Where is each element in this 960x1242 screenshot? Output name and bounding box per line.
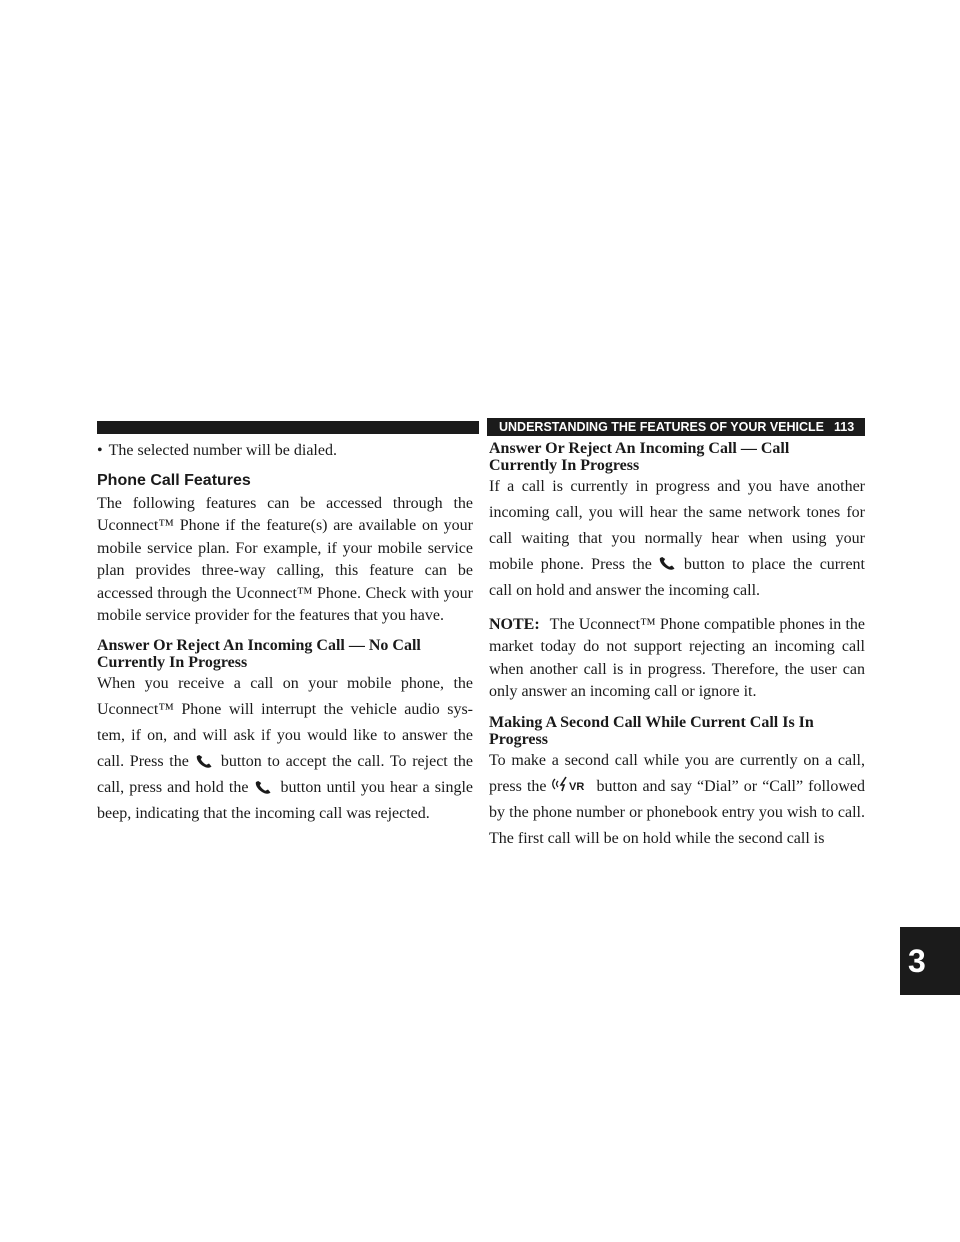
- right-column: [489, 440, 865, 852]
- running-header: [487, 418, 865, 436]
- section-title: UNDERSTANDING THE FEATURES OF YOUR VEHICLE: [499, 420, 825, 434]
- note-paragraph: NOTE: The Uconnect™ Phone compatible phones in the market today do not support rejecting an incoming call when another call is in progress. Therefore, the user can only answer an incoming call or ignore it.: [489, 616, 865, 701]
- left-column: [97, 440, 473, 827]
- paragraph-answer-call-in-progress: If a call is currently in progress and you have another incoming call, you will hear the same network tones for call waiting that you normally hear when using your mobile phone. Press the button to place the current call on hold and answer the incoming call.: [489, 478, 865, 599]
- phone-icon: [195, 752, 213, 766]
- phone-icon: [254, 778, 272, 792]
- chapter-tab: 3: [900, 927, 960, 995]
- paragraph-phone-call-features: The following features can be accessed through the Uconnect™ Phone if the feature(s) are available on your mobile service plan. For example, if your mobile service plan provides three-way calling, this feature can be accessed through the Uconnect™ Phone. Check with your mobile service provider for the features that you have.: [97, 495, 473, 625]
- heading-answer-no-call: Answer Or Reject An Incoming Call — No Call Currently In Progress: [97, 637, 421, 672]
- paragraph-answer-no-call: When you receive a call on your mobile phone, the Uconnect™ Phone will interrupt the vehicle audio sys-tem, if on, and will ask if you would like to answer the call. Press the button to accept the call. To reject the call, press and hold the button until you hear a single beep, indicating that the incoming call was rejected.: [97, 675, 474, 823]
- page-number: 113: [834, 420, 855, 434]
- heading-second-call: Making A Second Call While Current Call Is In Progress: [489, 713, 814, 748]
- note-label: NOTE:: [489, 616, 540, 633]
- heading-answer-call-in-progress: Answer Or Reject An Incoming Call — Call Currently In Progress: [489, 440, 790, 474]
- header-rule: [97, 421, 479, 434]
- heading-phone-call-features: Phone Call Features: [97, 472, 251, 489]
- vr-icon-label: VR: [568, 780, 584, 792]
- voice-recognition-icon: [551, 775, 589, 791]
- paragraph-second-call: To make a second call while you are currently on a call, press the VR button and say “Dial” or “Call” followed by the phone number or phonebook entry you wish to call. The first call will be on hold while the second call is: [489, 751, 866, 847]
- phone-icon: [658, 554, 676, 568]
- bullet-icon: •: [97, 442, 103, 459]
- bullet-item: • The selected number will be dialed.: [97, 442, 337, 459]
